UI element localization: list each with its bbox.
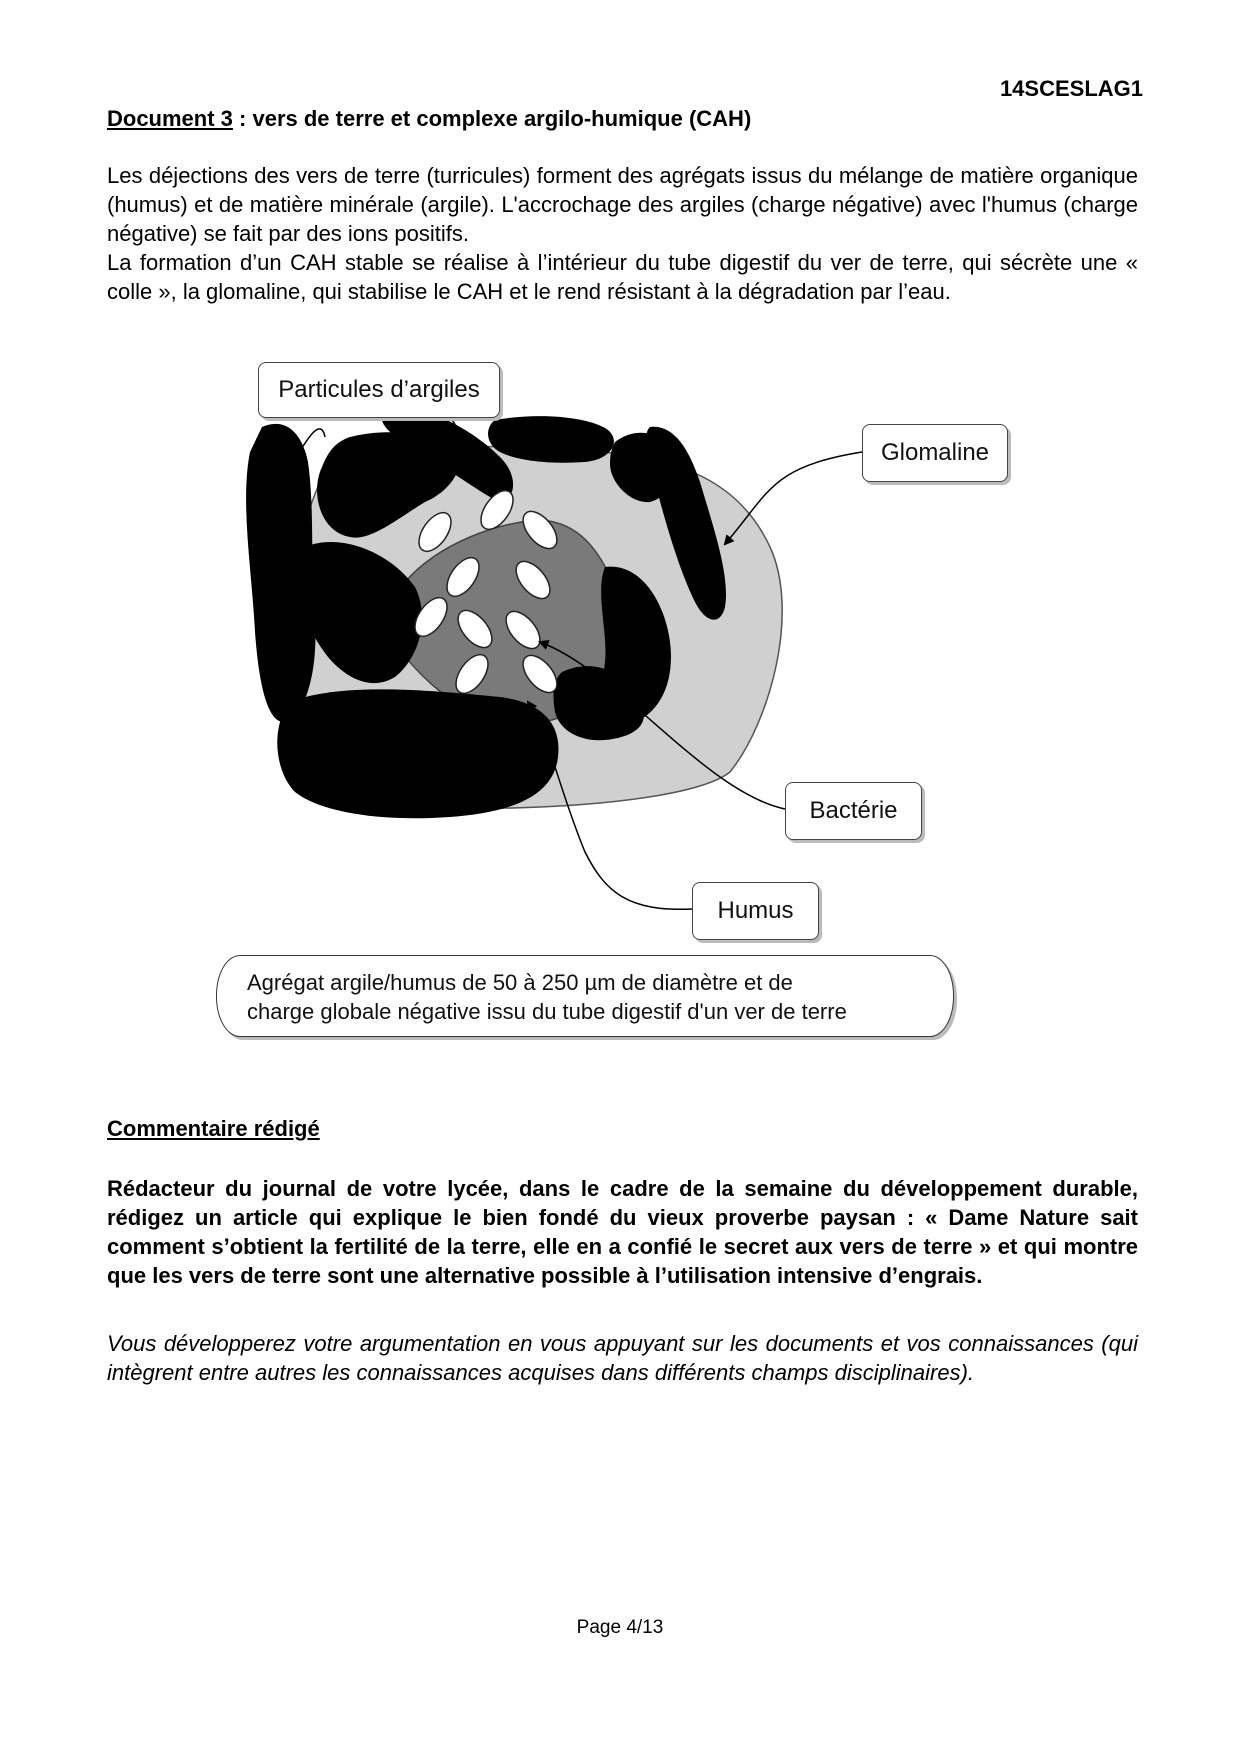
- label-bacterie: Bactérie: [785, 782, 922, 840]
- figure-caption: [216, 955, 954, 1037]
- commentaire-title: Commentaire rédigé: [107, 1116, 320, 1141]
- caption-line-2: charge globale négative issu du tube digestif d'un ver de terre: [247, 999, 847, 1024]
- intro-paragraph-2: La formation d’un CAH stable se réalise à l’intérieur du tube digestif du ver de terre, qui sécrète une « colle », la glomaline, qui stabilise le CAH et le rend résistant à la dégradation par l’eau.: [107, 250, 1138, 304]
- aggregate-diagram: [210, 372, 970, 1052]
- intro-text: [107, 161, 1138, 306]
- intro-paragraph-1: Les déjections des vers de terre (turricules) forment des agrégats issus du mélange de matière organique (humus) et de matière minérale (argile). L'accrochage des argiles (charge négative) avec l'humus (charge négative) se fait par des ions positifs.: [107, 163, 1138, 246]
- label-humus: Humus: [692, 882, 819, 940]
- caption-line-1: Agrégat argile/humus de 50 à 250 µm de diamètre et de: [247, 970, 793, 995]
- aggregate-figure: [210, 372, 990, 1052]
- document-title: [107, 106, 751, 132]
- label-glomaline: Glomaline: [862, 424, 1008, 482]
- label-argiles: Particules d’argiles: [258, 362, 500, 418]
- document-code: 14SCESLAG1: [999, 76, 1143, 101]
- page-number: Page 4/13: [576, 1617, 664, 1638]
- document-subject: : vers de terre et complexe argilo-humique (CAH): [232, 106, 752, 131]
- commentaire-instruction: Vous développerez votre argumentation en vous appuyant sur les documents et vos connaissances (qui intègrent entre autres les connaissances acquises dans différents champs disciplinaires).: [107, 1331, 1138, 1385]
- document-number: Document 3: [107, 106, 233, 131]
- clay-particle: [277, 689, 558, 818]
- commentaire-prompt: Rédacteur du journal de votre lycée, dans le cadre de la semaine du développement durable, rédigez un article qui explique le bien fondé du vieux proverbe paysan : « Dame Nature sait comment s’obtient la fertilité de la terre, elle en a confié le secret aux vers de terre » et qui montre que les vers de terre sont une alternative possible à l’utilisation intensive d’engrais.: [107, 1176, 1138, 1288]
